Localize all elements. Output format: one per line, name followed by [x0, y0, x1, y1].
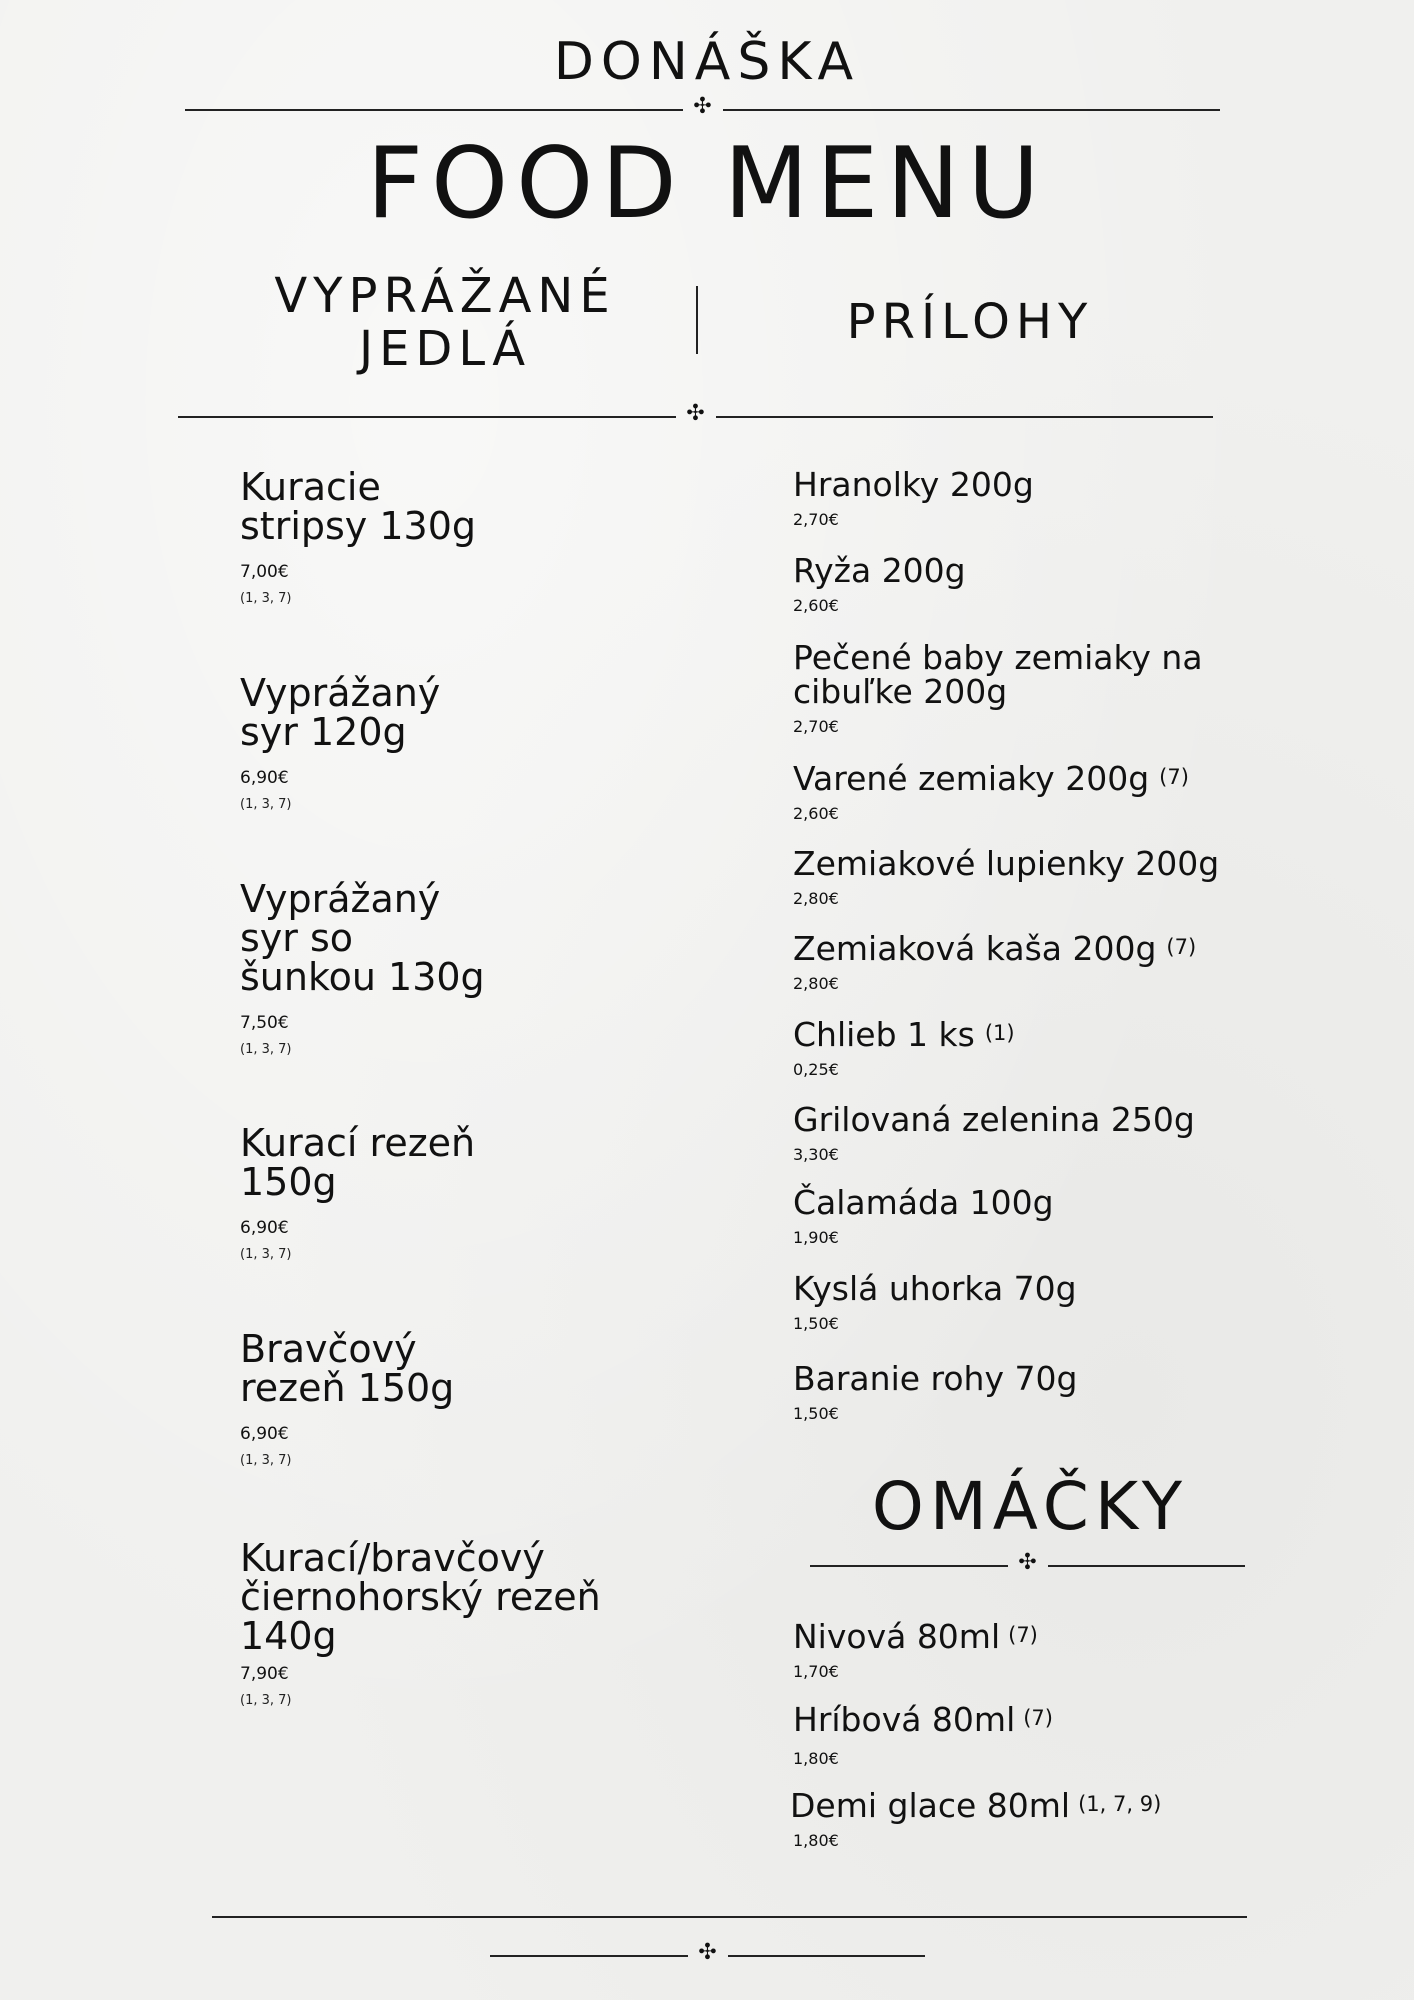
dish-item: [240, 1536, 660, 1708]
dish-name: Bravčový rezeň 150g: [240, 1327, 455, 1410]
sauce-price: 1,70€: [793, 1662, 839, 1681]
section-heading-sides: PRÍLOHY: [846, 294, 1094, 350]
dish-price: 7,50€: [240, 1013, 289, 1033]
side-item: [793, 638, 1253, 736]
bottom-ornament-divider: [490, 1940, 925, 1966]
dish-item: [240, 671, 660, 812]
dish-allergens: (1, 3, 7): [240, 1693, 292, 1708]
side-name: Baranie rohy 70g: [793, 1359, 1078, 1398]
side-price: 2,80€: [793, 974, 839, 993]
fleur-cross-icon: ✣: [693, 94, 712, 119]
dish-price: 6,90€: [240, 1218, 289, 1238]
fleur-cross-icon: ✣: [698, 1940, 717, 1965]
dish-allergens: (1, 3, 7): [240, 1247, 292, 1262]
side-price: 2,60€: [793, 804, 839, 823]
sauce-name: Hríbová 80ml: [793, 1700, 1016, 1739]
dish-price: 7,00€: [240, 562, 289, 582]
dish-price: 6,90€: [240, 1424, 289, 1444]
sauce-price: 1,80€: [793, 1831, 839, 1850]
dish-price: 7,90€: [240, 1664, 289, 1684]
section-heading-fried-line1: VYPRÁŽANÉ: [274, 268, 616, 324]
page-title: FOOD MENU: [366, 127, 1048, 241]
sauce-allergens: (7): [1008, 1623, 1038, 1647]
side-name: Chlieb 1 ks: [793, 1015, 975, 1054]
side-item: [793, 760, 1253, 823]
side-name: Hranolky 200g: [793, 465, 1034, 504]
side-name: Zemiakové lupienky 200g: [793, 844, 1220, 883]
side-price: 1,90€: [793, 1228, 839, 1247]
dish-name: Vyprážaný syr 120g: [240, 671, 441, 754]
dish-name: Vyprážaný syr so šunkou 130g: [240, 877, 485, 999]
side-price: 3,30€: [793, 1145, 839, 1164]
dish-allergens: (1, 3, 7): [240, 1042, 292, 1057]
side-name: Čalamáda 100g: [793, 1183, 1054, 1222]
side-item: [793, 1359, 1253, 1423]
side-price: 2,60€: [793, 596, 839, 615]
sauce-item: [793, 1701, 1253, 1768]
sauce-name: Demi glace 80ml: [790, 1786, 1071, 1825]
side-name: Grilovaná zelenina 250g: [793, 1100, 1195, 1139]
sauce-allergens: (7): [1023, 1706, 1053, 1730]
section-ornament-divider: [178, 401, 1213, 427]
vertical-divider: [696, 286, 698, 354]
side-item: [793, 1100, 1253, 1164]
side-name: Ryža 200g: [793, 551, 966, 590]
top-ornament-divider: [185, 94, 1220, 120]
side-item: [793, 1269, 1253, 1333]
side-price: 2,70€: [793, 510, 839, 529]
dish-item: [240, 1121, 660, 1262]
sauce-item: [793, 1618, 1253, 1681]
side-name: Kyslá uhorka 70g: [793, 1269, 1077, 1308]
dish-item: [240, 877, 660, 1057]
dish-name: Kuracie stripsy 130g: [240, 465, 477, 548]
sauces-ornament-divider: [810, 1550, 1245, 1576]
side-item: [793, 1183, 1253, 1247]
side-name: Pečené baby zemiaky na cibuľke 200g: [793, 638, 1203, 711]
dish-item: [240, 1327, 660, 1468]
sauces-heading: OMÁČKY: [871, 1468, 1189, 1545]
dish-allergens: (1, 3, 7): [240, 797, 292, 812]
sauce-price: 1,80€: [793, 1749, 839, 1768]
side-allergens: (7): [1166, 935, 1197, 959]
side-item: [793, 551, 1253, 615]
bottom-line-divider: [212, 1916, 1247, 1918]
brand-name: DONÁŠKA: [553, 32, 861, 92]
dish-allergens: (1, 3, 7): [240, 591, 292, 606]
section-heading-fried-line2: JEDLÁ: [358, 320, 532, 377]
side-price: 0,25€: [793, 1060, 839, 1079]
sauce-name: Nivová 80ml: [793, 1617, 1001, 1656]
fleur-cross-icon: ✣: [1018, 1550, 1037, 1575]
dish-name: Kurací/bravčový čiernohorský rezeň 140g: [240, 1536, 601, 1658]
side-item: [793, 844, 1253, 908]
dish-item: [240, 465, 660, 606]
side-allergens: (7): [1159, 765, 1189, 789]
side-item: [793, 465, 1253, 529]
side-price: 2,80€: [793, 889, 839, 908]
side-price: 1,50€: [793, 1314, 839, 1333]
side-price: 1,50€: [793, 1404, 839, 1423]
dish-allergens: (1, 3, 7): [240, 1453, 292, 1468]
side-item: [793, 930, 1253, 993]
dish-name: Kurací rezeň 150g: [240, 1121, 476, 1204]
fleur-cross-icon: ✣: [686, 401, 705, 426]
side-name: Varené zemiaky 200g: [793, 759, 1150, 798]
section-heading-fried: [245, 270, 645, 376]
side-allergens: (1): [984, 1021, 1015, 1045]
sauce-item: [790, 1787, 1290, 1850]
sauce-allergens: (1, 7, 9): [1078, 1792, 1162, 1816]
side-price: 2,70€: [793, 717, 839, 736]
side-item: [793, 1016, 1253, 1079]
side-name: Zemiaková kaša 200g: [793, 929, 1157, 968]
dish-price: 6,90€: [240, 768, 289, 788]
